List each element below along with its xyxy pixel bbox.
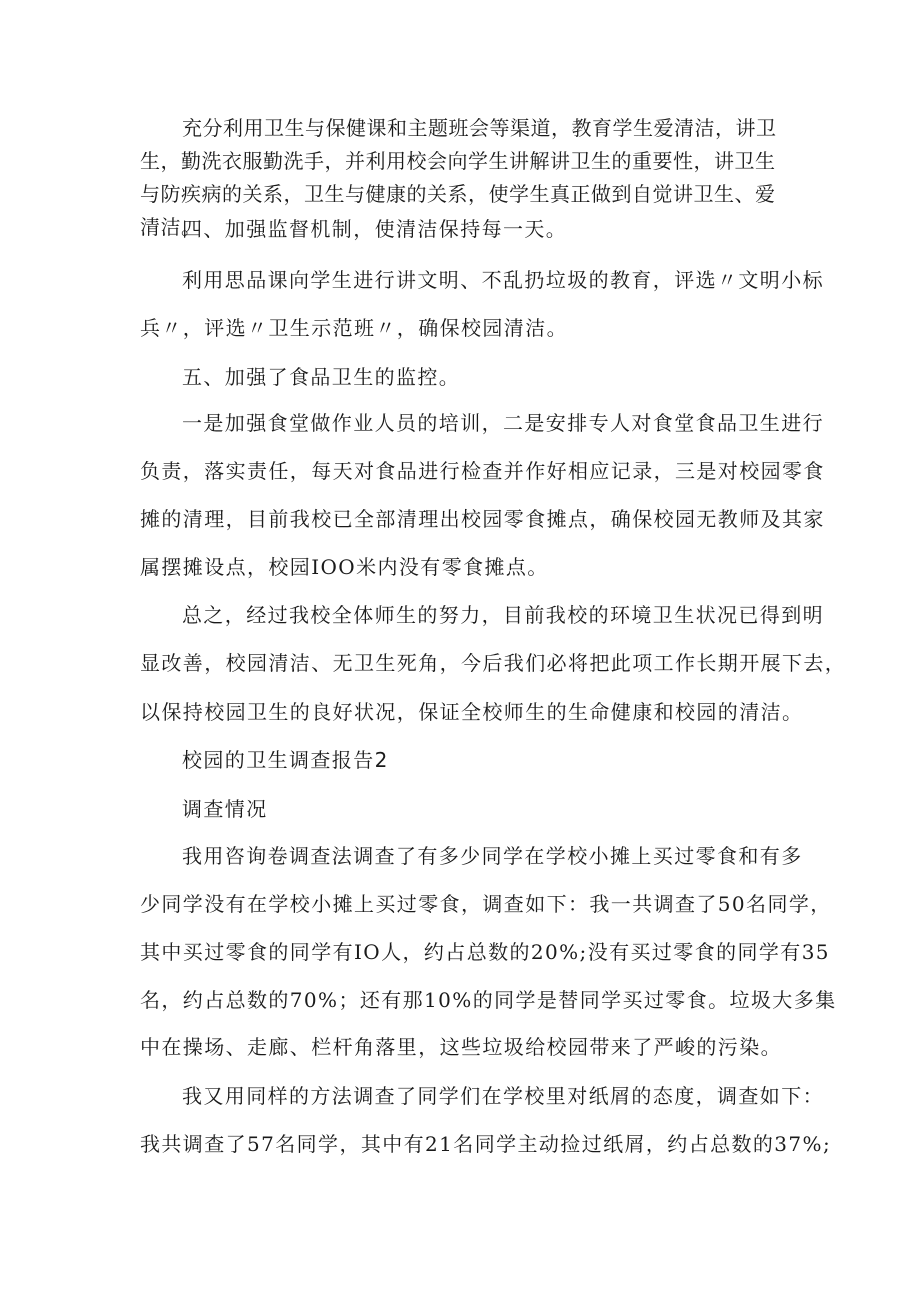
text-line: 属摆摊设点，校园IOO米内没有零食摊点。 [140,555,549,579]
text-line: 显改善，校园清洁、无卫生死角，今后我们必将把此项工作长期开展下去， [140,651,847,675]
report-title: 校园的卫生调查报告2 [182,748,389,772]
text-line: 摊的清理，目前我校已全部清理出校园零食摊点，确保校园无教师及其家 [140,507,825,531]
text-line: 负责，落实责任，每天对食品进行检查并作好相应记录，三是对校园零食 [140,459,825,483]
text-line: 其中买过零食的同学有IO人，约占总数的20%;没有买过零食的同学有35 [140,940,830,964]
text-line: 利用思品课向学生进行讲文明、不乱扔垃圾的教育，评选〃文明小标 [182,268,824,292]
text-line: 中在操场、走廊、栏杆角落里，这些垃圾给校园带来了严峻的污染。 [140,1035,782,1059]
text-line: 我用咨询卷调查法调查了有多少同学在学校小摊上买过零食和有多 [182,844,803,868]
subsection-title: 调查情况 [182,797,268,821]
text-line: 名，约占总数的70%；还有那10%的同学是替同学买过零食。垃圾大多集 [140,988,837,1012]
section-heading-four: 四、加强监督机制，使清洁保持每一天。 [182,217,568,241]
text-line: 少同学没有在学校小摊上买过零食，调查如下：我一共调查了50名同学， [140,892,832,916]
text-line: 一是加强食堂做作业人员的培训，二是安排专人对食堂食品卫生进行 [182,411,824,435]
text-line: 兵〃，评选〃卫生示范班〃，确保校园清洁。 [140,316,568,340]
text-line: 总之，经过我校全体师生的努力，目前我校的环境卫生状况已得到明 [182,603,824,627]
text-line: 以保持校园卫生的良好状况，保证全校师生的生命健康和校园的清洁。 [140,700,804,724]
section-heading-five: 五、加强了食品卫生的监控。 [182,365,461,389]
paragraph-hygiene-education: 充分利用卫生与保健课和主题班会等渠道，教育学生爱清洁，讲卫生，勤洗衣服勤洗手，并利用校会向学生讲解讲卫生的重要性，讲卫生与防疾病的关系，卫生与健康的关系，使学生真正做到自觉讲卫生、爱清洁。 [140,116,777,239]
text-line: 我又用同样的方法调查了同学们在学校里对纸屑的态度，调查如下： [182,1084,824,1108]
text-line: 我共调查了57名同学，其中有21名同学主动捡过纸屑，约占总数的37%; [140,1132,832,1156]
